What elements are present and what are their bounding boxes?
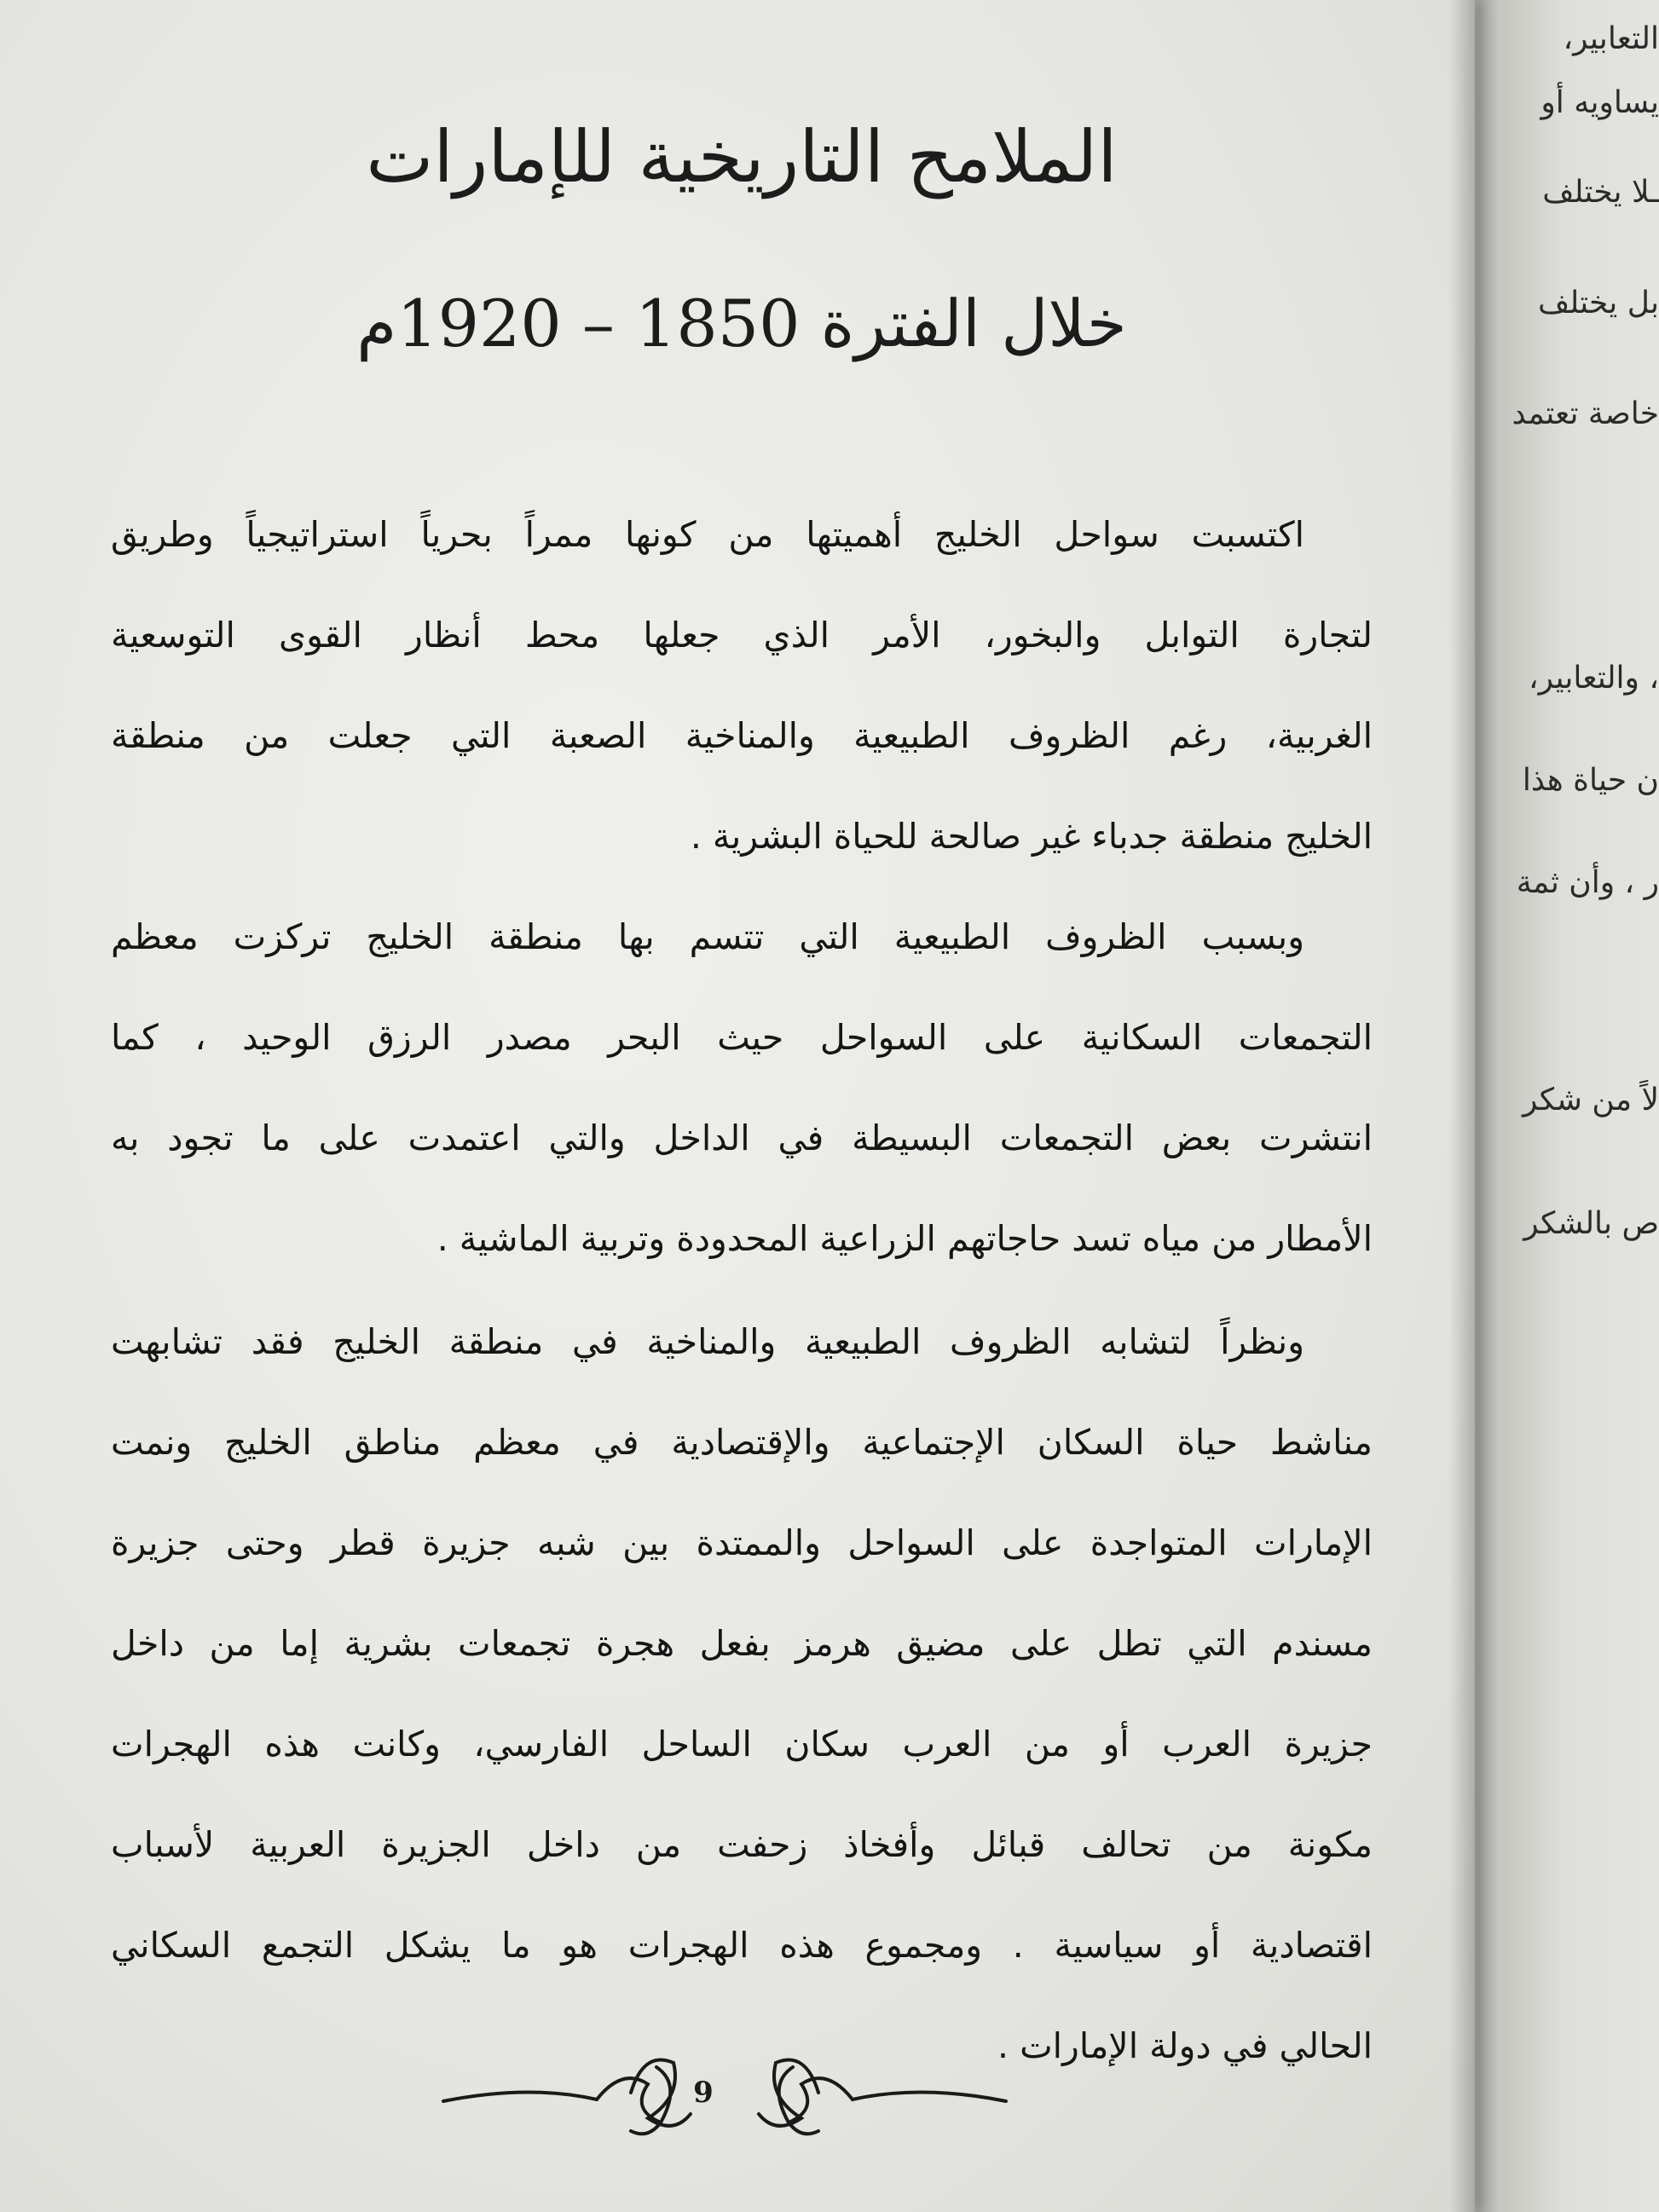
facing-text-line: ر ، وأن ثمة bbox=[1516, 865, 1659, 900]
page-subtitle: خلال الفترة 1850 – 1920م bbox=[356, 286, 1127, 361]
text-line: اكتسبت سواحل الخليج أهميتها من كونها ممراً بحرياً استراتيجياً وطريق bbox=[111, 514, 1304, 555]
text-line: الأمطار من مياه تسد حاجاتهم الزراعية المحدودة وتربية الماشية . bbox=[436, 1218, 1373, 1259]
facing-text-line: ن حياة هذا bbox=[1522, 763, 1659, 798]
paragraph-2 bbox=[111, 887, 1373, 1289]
facing-text-line: ـلا يختلف bbox=[1542, 175, 1659, 210]
facing-text-line: ، والتعابير، bbox=[1529, 661, 1659, 696]
text-line: جزيرة العرب أو من العرب سكان الساحل الفارسي، وكانت هذه الهجرات bbox=[111, 1724, 1373, 1764]
text-line: الإمارات المتواجدة على السواحل والممتدة بين شبه جزيرة قطر وحتى جزيرة bbox=[111, 1522, 1373, 1563]
text-line: مكونة من تحالف قبائل وأفخاذ زحفت من داخل الجزيرة العربية لأسباب bbox=[111, 1824, 1373, 1865]
facing-page bbox=[1500, 0, 1659, 2212]
text-line: الخليج منطقة جدباء غير صالحة للحياة البشرية . bbox=[690, 816, 1373, 857]
text-line: الغربية، رغم الظروف الطبيعية والمناخية الصعبة التي جعلت من منطقة bbox=[111, 715, 1373, 756]
facing-text-line: بل يختلف bbox=[1537, 286, 1659, 321]
text-line: وبسبب الظروف الطبيعية التي تتسم بها منطقة الخليج تركزت معظم bbox=[111, 916, 1304, 957]
text-line: ونظراً لتشابه الظروف الطبيعية والمناخية في منطقة الخليج فقد تشابهت bbox=[111, 1321, 1304, 1362]
text-line: التجمعات السكانية على السواحل حيث البحر مصدر الرزق الوحيد ، كما bbox=[111, 1017, 1373, 1058]
footer-ornament bbox=[426, 2033, 1023, 2152]
text-line: انتشرت بعض التجمعات البسيطة في الداخل والتي اعتمدت على ما تجود به bbox=[111, 1118, 1373, 1158]
facing-text-line: لاً من شكر bbox=[1522, 1083, 1659, 1118]
page-number: 9 bbox=[693, 2076, 714, 2110]
paragraph-1 bbox=[111, 484, 1373, 887]
text-line: مسندم التي تطل على مضيق هرمز بفعل هجرة تجمعات بشرية إما من داخل bbox=[111, 1623, 1373, 1664]
facing-text-line: يساويه أو bbox=[1540, 85, 1659, 120]
text-line: اقتصادية أو سياسية . ومجموع هذه الهجرات هو ما يشكل التجمع السكاني bbox=[111, 1925, 1373, 1966]
text-line: لتجارة التوابل والبخور، الأمر الذي جعلها محط أنظار القوى التوسعية bbox=[111, 615, 1373, 656]
facing-text-line: ص بالشكر bbox=[1523, 1206, 1659, 1241]
text-line: مناشط حياة السكان الإجتماعية والإقتصادية في معظم مناطق الخليج ونمت bbox=[111, 1422, 1373, 1463]
facing-text-line: التعابير، bbox=[1563, 21, 1659, 56]
paragraph-3 bbox=[111, 1291, 1373, 2096]
page-title: الملامح التاريخية للإمارات bbox=[366, 115, 1118, 199]
facing-text-line: خاصة تعتمد bbox=[1512, 396, 1659, 431]
text-line: الحالي في دولة الإمارات . bbox=[997, 2025, 1373, 2066]
